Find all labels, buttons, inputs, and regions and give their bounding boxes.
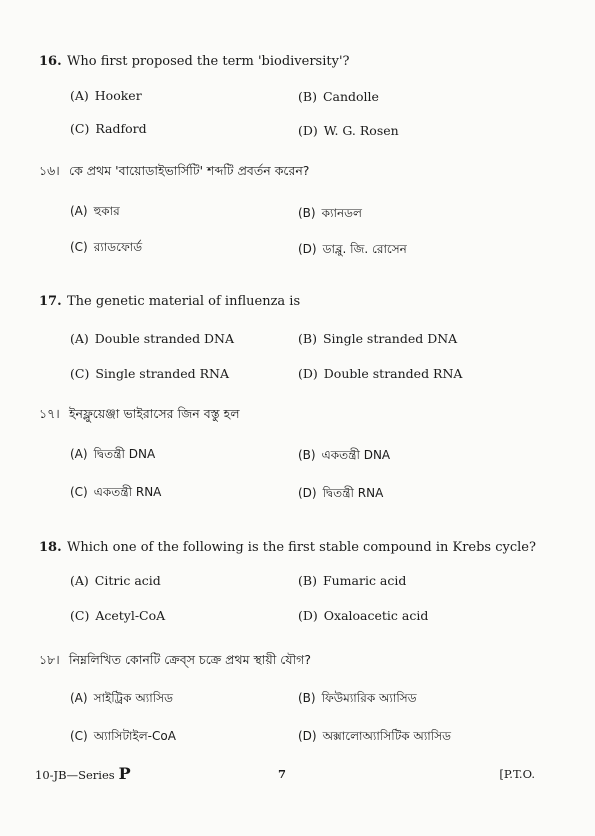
question-18-en <box>39 540 536 556</box>
question-17-bn <box>39 406 240 422</box>
option-a: (A) হুকার <box>70 204 120 218</box>
option-b: (B) ক্যানডল <box>298 206 362 220</box>
option-a: (A) Citric acid <box>70 573 161 588</box>
option-a: (A) Double stranded DNA <box>70 331 235 346</box>
question-18-bn <box>39 652 311 668</box>
option-a: (A) সাইট্রিক অ্যাসিড <box>70 691 173 705</box>
option-b: (B) ফিউম্যারিক অ্যাসিড <box>298 691 417 705</box>
option-b: (B) Single stranded DNA <box>298 331 458 346</box>
question-text: নিম্নলিখিত কোনটি ক্রেব্স চক্রে প্রথম স্থায়ী যৌগ? <box>69 652 311 667</box>
option-d: (D) Double stranded RNA <box>298 366 463 381</box>
option-b: (B) একতন্ত্রী DNA <box>298 448 391 462</box>
option-a: (A) Hooker <box>70 88 142 103</box>
option-c: (C) Single stranded RNA <box>70 366 229 381</box>
option-d: (D) W. G. Rosen <box>298 123 399 138</box>
question-text: Who first proposed the term 'biodiversity'? <box>67 54 350 69</box>
option-d: (D) ডাব্লু. জি. রোসেন <box>298 242 407 256</box>
question-text: কে প্রথম 'বায়োডাইভার্সিটি' শব্দটি প্রবর্তন করেন? <box>69 163 310 178</box>
question-number: 18. <box>39 540 62 555</box>
pto-label: [P.T.O. <box>499 767 535 781</box>
series-code: 10-JB—Series P <box>35 764 131 783</box>
option-c: (C) একতন্ত্রী RNA <box>70 485 162 499</box>
option-c: (C) Radford <box>70 121 147 136</box>
question-number: 16. <box>39 54 62 69</box>
page-footer <box>35 764 535 784</box>
option-c: (C) অ্যাসিটাইল-CoA <box>70 729 176 743</box>
option-d: (D) অক্সালোঅ্যাসিটিক অ্যাসিড <box>298 729 451 743</box>
question-17-en <box>39 294 300 310</box>
option-d: (D) দ্বিতন্ত্রী RNA <box>298 486 384 500</box>
option-b: (B) Fumaric acid <box>298 573 407 588</box>
question-text: Which one of the following is the first stable compound in Krebs cycle? <box>67 540 536 555</box>
question-number: ১৬। <box>39 163 60 178</box>
question-number: ১৮। <box>39 652 60 667</box>
option-d: (D) Oxaloacetic acid <box>298 608 429 623</box>
question-number: ১৭। <box>39 406 60 421</box>
option-a: (A) দ্বিতন্ত্রী DNA <box>70 447 156 461</box>
question-number: 17. <box>39 294 62 309</box>
question-16-en <box>39 54 350 70</box>
question-text: The genetic material of influenza is <box>67 294 301 309</box>
page-number: 7 <box>278 767 287 781</box>
series-letter: P <box>118 764 131 783</box>
option-b: (B) Candolle <box>298 89 379 104</box>
option-c: (C) Acetyl-CoA <box>70 608 166 623</box>
option-c: (C) র‍্যাডফোর্ড <box>70 240 143 254</box>
question-text: ইনফ্লুয়েঞ্জা ভাইরাসের জিন বস্তু হল <box>69 406 240 421</box>
question-16-bn <box>39 163 309 179</box>
